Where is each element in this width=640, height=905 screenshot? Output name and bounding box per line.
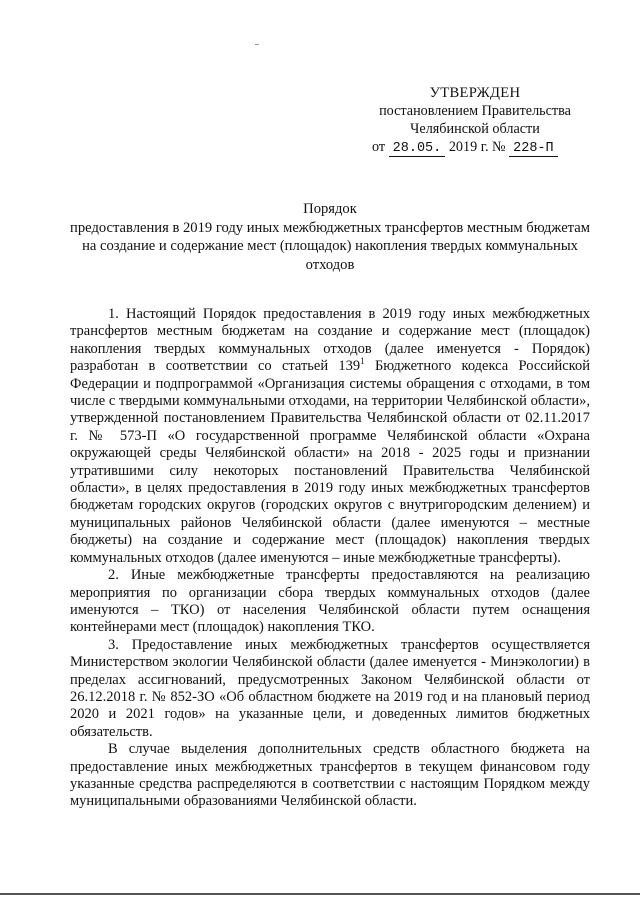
paragraph-4: В случае выделения дополнительных средств областного бюджета на предоставление иных межбюджетных трансфертов в текущем финансовом году указанные средства распределяются в соответствии с настоящим Порядком между муниципальными образованиями Челябинской области.	[70, 741, 590, 810]
approval-date: 28.05.	[389, 141, 446, 157]
scan-speck	[255, 44, 259, 45]
approval-line-1: постановлением Правительства	[379, 103, 571, 119]
paragraph-2: 2. Иные межбюджетные трансферты предоставляются на реализацию мероприятия по организации сбора твердых коммунальных отходов (далее именуются – ТКО) от населения Челябинской области путем оснащения контейнерами мест (площадок) накопления ТКО.	[70, 567, 590, 636]
article-superscript: 1	[360, 356, 365, 367]
date-prefix: от	[372, 139, 386, 155]
scan-bottom-edge	[0, 893, 640, 895]
paragraph-1-end: Бюджетного кодекса Российской Федерации и подпрограммой «Организация системы обращения с отходами, в том числе с твердыми коммунальными отходами, на территории Челябинской области», утвержденной постановлением Правительства Челябинской области от 02.11.2017 г. № 573-П «О государственной программе Челябинской области «Охрана окружающей среды Челябинской области» на 2018 - 2025 годы и признании утратившими силу некоторых постановлений Правительства Челябинской области», в целях предоставления в 2019 году иных межбюджетных трансфертов бюджетам городских округов (городских округов с внутригородским делением) и муниципальных районов Челябинской области (далее именуются – местные бюджеты) на создание и содержание мест (площадок) накопления твердых коммунальных отходов (далее именуются – иные межбюджетные трансферты).	[70, 358, 590, 566]
approval-year: 2019 г. №	[448, 139, 506, 155]
document-body	[70, 306, 590, 811]
approval-block	[360, 84, 590, 158]
paragraph-3: 3. Предоставление иных межбюджетных трансфертов осуществляется Министерством экологии Челябинской области (далее именуется - Минэкологии) в пределах ассигнований, предусмотренных Законом Челябинской области от 26.12.2018 г. № 852-ЗО «Об областном бюджете на 2019 год и на плановый период 2020 и 2021 годов» на указанные цели, и доведенных лимитов бюджетных обязательств.	[70, 636, 590, 740]
approval-number: 228-П	[509, 141, 558, 157]
title-subtitle: предоставления в 2019 году иных межбюджетных трансфертов местным бюджетам на создание и содержание мест (площадок) накопления твердых коммунальных отходов	[70, 219, 590, 273]
approval-line-2: Челябинской области	[410, 121, 540, 137]
title-heading: Порядок	[303, 201, 357, 217]
document-title	[70, 200, 590, 274]
approval-heading: УТВЕРЖДЕН	[429, 85, 521, 101]
approval-date-line	[360, 138, 590, 158]
paragraph-1	[70, 306, 590, 567]
paragraph-1-start: 1. Настоящий Порядок предоставления в 2019 году иных межбюджетных трансфертов местным бюджетам на создание и содержание мест (площадок) накопления твердых коммунальных отходов (далее именуется - Порядок) разработан в соответствии со статьей 139	[70, 306, 590, 375]
